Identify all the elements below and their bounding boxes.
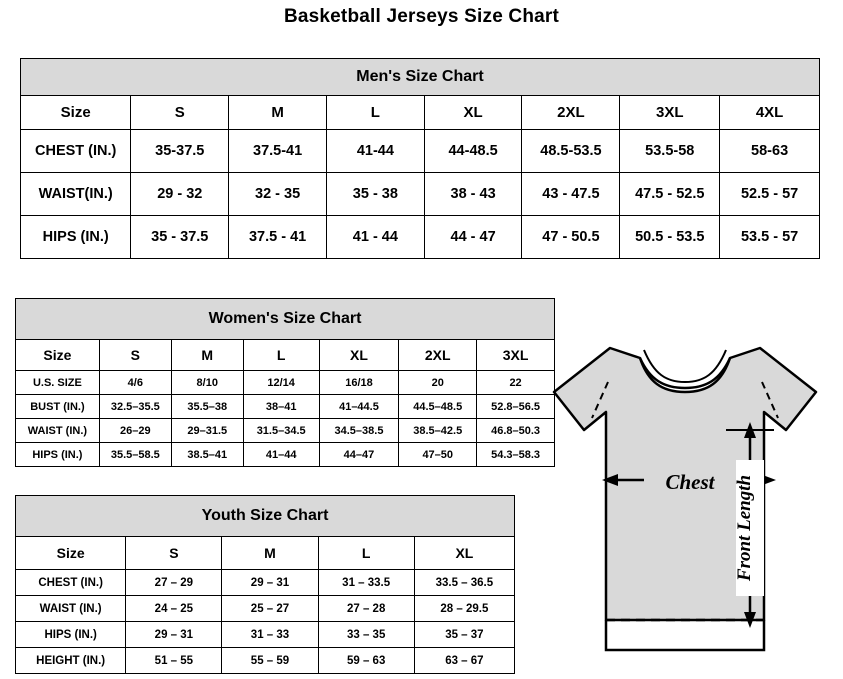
cell-chest-3xl: 53.5-58 [620,130,720,173]
cell-waist-2xl: 38.5–42.5 [399,419,477,443]
cell-waist-3xl: 47.5 - 52.5 [620,173,720,216]
column-header-xl: XL [414,537,514,570]
jersey-measurement-diagram [540,330,840,670]
cell-bust-xl: 41–44.5 [319,395,399,419]
cell-bust-3xl: 52.8–56.5 [477,395,555,419]
cell-hips-xl: 44–47 [319,443,399,467]
womens-chart-title: Women's Size Chart [16,299,555,340]
table-row [16,419,555,443]
cell-chest-xl: 44-48.5 [424,130,522,173]
cell-waist-s: 29 - 32 [131,173,229,216]
cell-waist-l: 31.5–34.5 [243,419,319,443]
cell-bust-2xl: 44.5–48.5 [399,395,477,419]
column-header-xl: XL [424,96,522,130]
table-header-row [21,59,820,96]
chest-label: Chest [665,470,715,494]
cell-bust-l: 38–41 [243,395,319,419]
cell-hips-xl: 35 – 37 [414,622,514,648]
cell-chest-2xl: 48.5-53.5 [522,130,620,173]
youth-size-chart-table [15,495,515,674]
table-row [16,371,555,395]
column-header-l: L [318,537,414,570]
row-label-waist: WAIST (IN.) [16,596,126,622]
cell-hips-2xl: 47 - 50.5 [522,216,620,259]
cell-waist-m: 29–31.5 [171,419,243,443]
cell-hips-s: 35 - 37.5 [131,216,229,259]
cell-waist-3xl: 46.8–50.3 [477,419,555,443]
page-title: Basketball Jerseys Size Chart [283,6,560,27]
cell-hips-s: 35.5–58.5 [99,443,171,467]
column-header-s: S [126,537,222,570]
table-row [16,648,515,674]
cell-chest-l: 41-44 [327,130,425,173]
table-row [16,395,555,419]
cell-waist-l: 27 – 28 [318,596,414,622]
column-header-2xl: 2XL [522,96,620,130]
row-label-height: HEIGHT (IN.) [16,648,126,674]
row-label-waist: WAIST(IN.) [21,173,131,216]
column-header-size: Size [21,96,131,130]
cell-waist-xl: 28 – 29.5 [414,596,514,622]
cell-hips-2xl: 47–50 [399,443,477,467]
column-header-size: Size [16,537,126,570]
cell-waist-xl: 38 - 43 [424,173,522,216]
column-header-xl: XL [319,340,399,371]
column-header-m: M [222,537,318,570]
column-header-m: M [229,96,327,130]
cell-us-size-m: 8/10 [171,371,243,395]
column-header-3xl: 3XL [620,96,720,130]
cell-chest-4xl: 58-63 [720,130,820,173]
cell-height-s: 51 – 55 [126,648,222,674]
table-row [21,173,820,216]
cell-hips-m: 31 – 33 [222,622,318,648]
womens-size-chart-table [15,298,555,467]
jersey-hem-shape [606,620,764,650]
row-label-hips: HIPS (IN.) [16,443,100,467]
column-header-size: Size [16,340,100,371]
cell-chest-xl: 33.5 – 36.5 [414,570,514,596]
youth-chart-title: Youth Size Chart [16,496,515,537]
row-label-us-size: U.S. SIZE [16,371,100,395]
table-row [21,130,820,173]
column-header-2xl: 2XL [399,340,477,371]
cell-us-size-s: 4/6 [99,371,171,395]
row-label-chest: CHEST (IN.) [16,570,126,596]
cell-hips-l: 41 - 44 [327,216,425,259]
column-header-s: S [99,340,171,371]
front-length-label: Front Length [734,474,755,582]
cell-chest-l: 31 – 33.5 [318,570,414,596]
column-header-4xl: 4XL [720,96,820,130]
table-header-row [16,496,515,537]
cell-chest-m: 37.5-41 [229,130,327,173]
cell-waist-s: 24 – 25 [126,596,222,622]
column-header-row [21,96,820,130]
cell-waist-xl: 34.5–38.5 [319,419,399,443]
table-row [16,570,515,596]
cell-waist-4xl: 52.5 - 57 [720,173,820,216]
column-header-3xl: 3XL [477,340,555,371]
table-header-row [16,299,555,340]
table-row [21,216,820,259]
row-label-waist: WAIST (IN.) [16,419,100,443]
cell-height-m: 55 – 59 [222,648,318,674]
row-label-chest: CHEST (IN.) [21,130,131,173]
mens-size-chart-table [20,58,820,259]
row-label-bust: BUST (IN.) [16,395,100,419]
cell-hips-m: 38.5–41 [171,443,243,467]
cell-bust-s: 32.5–35.5 [99,395,171,419]
cell-waist-2xl: 43 - 47.5 [522,173,620,216]
cell-us-size-3xl: 22 [477,371,555,395]
cell-hips-4xl: 53.5 - 57 [720,216,820,259]
cell-hips-l: 41–44 [243,443,319,467]
cell-chest-s: 27 – 29 [126,570,222,596]
column-header-s: S [131,96,229,130]
cell-chest-s: 35-37.5 [131,130,229,173]
cell-us-size-l: 12/14 [243,371,319,395]
cell-hips-3xl: 50.5 - 53.5 [620,216,720,259]
cell-hips-3xl: 54.3–58.3 [477,443,555,467]
cell-waist-l: 35 - 38 [327,173,425,216]
cell-chest-m: 29 – 31 [222,570,318,596]
column-header-row [16,340,555,371]
cell-waist-m: 32 - 35 [229,173,327,216]
cell-bust-m: 35.5–38 [171,395,243,419]
cell-height-xl: 63 – 67 [414,648,514,674]
cell-us-size-xl: 16/18 [319,371,399,395]
cell-height-l: 59 – 63 [318,648,414,674]
cell-us-size-2xl: 20 [399,371,477,395]
cell-hips-xl: 44 - 47 [424,216,522,259]
cell-hips-l: 33 – 35 [318,622,414,648]
column-header-l: L [327,96,425,130]
table-row [16,596,515,622]
mens-chart-title: Men's Size Chart [21,59,820,96]
row-label-hips: HIPS (IN.) [16,622,126,648]
column-header-l: L [243,340,319,371]
table-row [16,443,555,467]
table-row [16,622,515,648]
cell-hips-s: 29 – 31 [126,622,222,648]
column-header-row [16,537,515,570]
column-header-m: M [171,340,243,371]
cell-waist-s: 26–29 [99,419,171,443]
cell-waist-m: 25 – 27 [222,596,318,622]
cell-hips-m: 37.5 - 41 [229,216,327,259]
row-label-hips: HIPS (IN.) [21,216,131,259]
